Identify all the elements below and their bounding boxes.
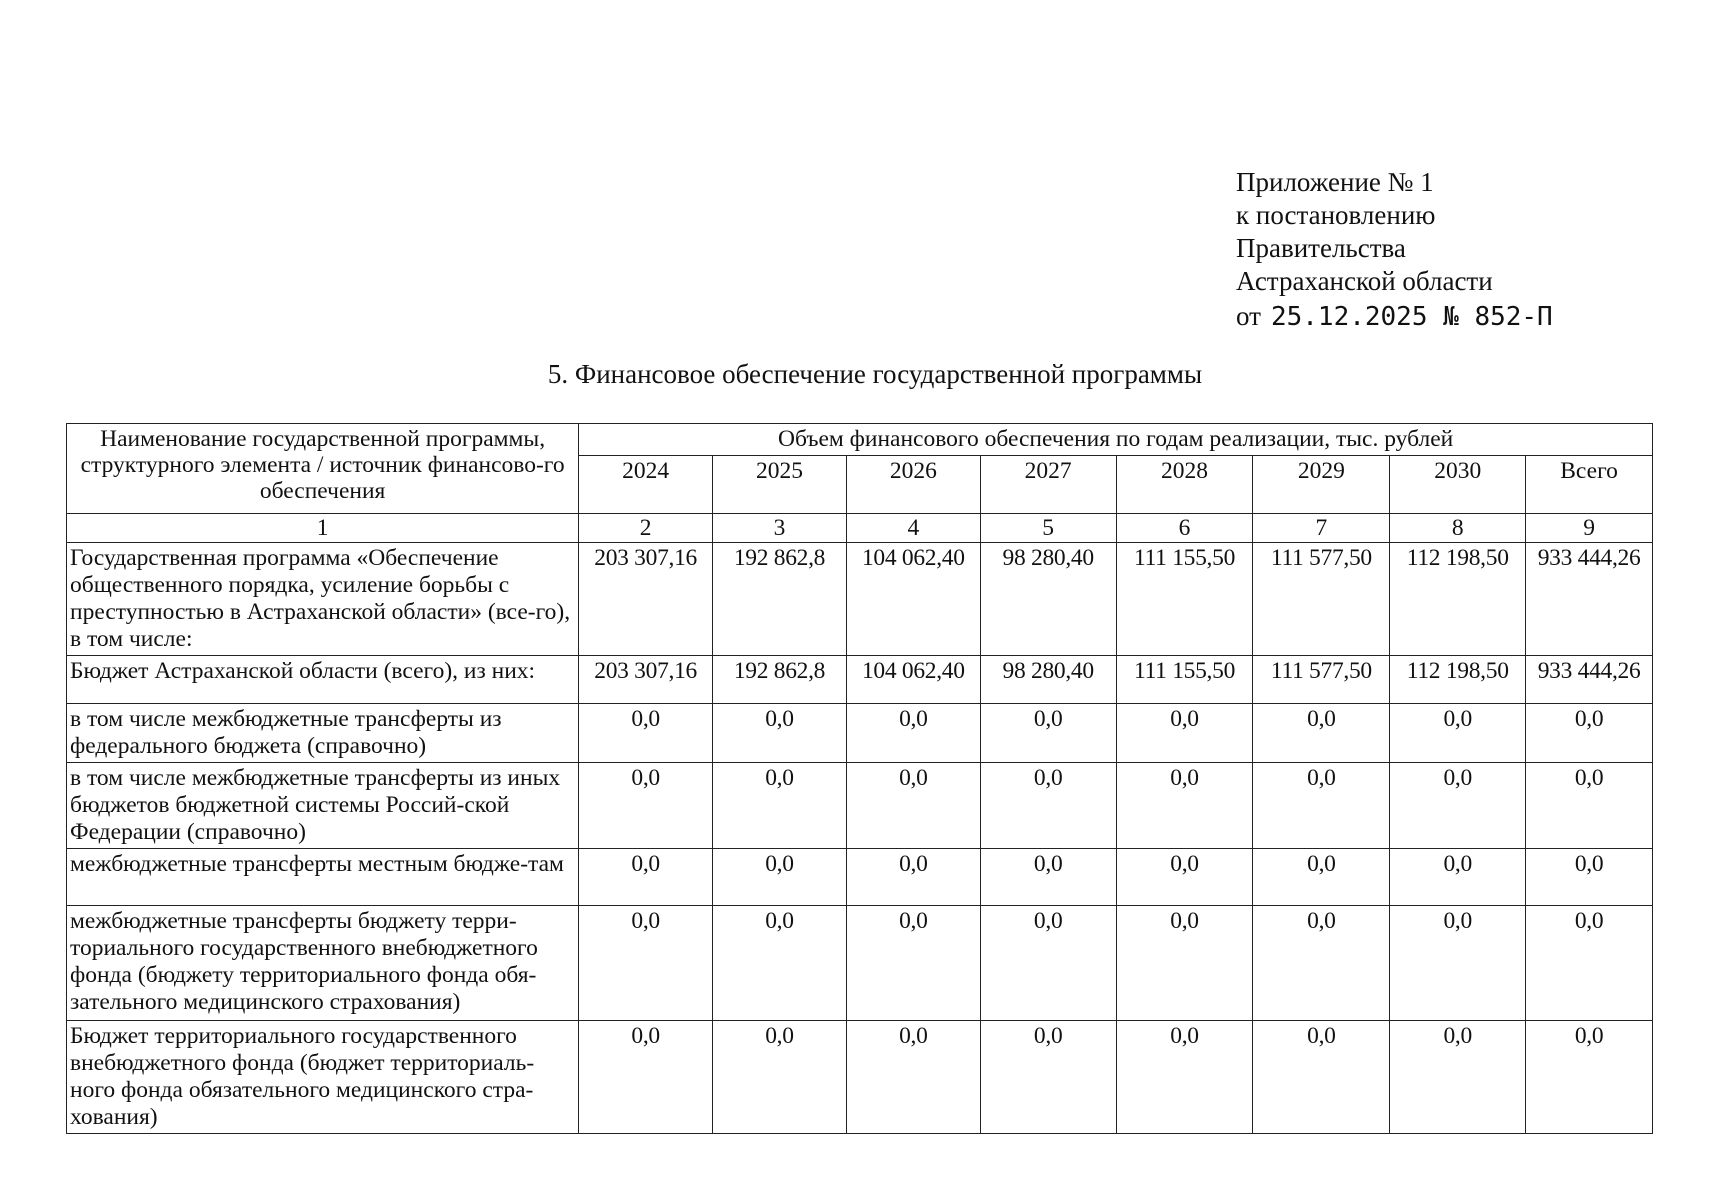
column-number: 4 — [846, 514, 980, 543]
row-total: 0,0 — [1526, 763, 1653, 849]
appendix-line-4: Астраханской области — [1236, 266, 1493, 296]
row-value: 0,0 — [713, 906, 847, 1021]
year-header: 2025 — [713, 456, 847, 514]
row-value: 0,0 — [1253, 906, 1390, 1021]
row-value: 0,0 — [1116, 906, 1253, 1021]
row-value: 0,0 — [1253, 763, 1390, 849]
appendix-date-prefix: от — [1236, 301, 1261, 331]
column-number: 7 — [1253, 514, 1390, 543]
table-header-row — [67, 424, 1653, 456]
column-number: 3 — [713, 514, 847, 543]
column-number-row — [67, 514, 1653, 543]
row-total: 933 444,26 — [1526, 656, 1653, 704]
year-header: 2026 — [846, 456, 980, 514]
row-name: межбюджетные трансферты бюджету терри-ториального государственного внебюджетного фонда (бюджету территориального фонда обя-зательного медицинского страхования) — [67, 906, 579, 1021]
row-value: 0,0 — [579, 763, 713, 849]
row-value: 0,0 — [1116, 1021, 1253, 1134]
row-value: 0,0 — [1253, 1021, 1390, 1134]
table-row — [67, 763, 1653, 849]
row-value: 0,0 — [1116, 763, 1253, 849]
row-value: 0,0 — [980, 849, 1116, 906]
row-value: 0,0 — [713, 704, 847, 763]
appendix-block — [1236, 166, 1553, 334]
row-value: 0,0 — [1390, 1021, 1526, 1134]
row-value: 0,0 — [980, 704, 1116, 763]
row-name: в том числе межбюджетные трансферты из федерального бюджета (справочно) — [67, 704, 579, 763]
row-value: 0,0 — [1253, 704, 1390, 763]
row-value: 0,0 — [1116, 704, 1253, 763]
row-total: 0,0 — [1526, 1021, 1653, 1134]
row-value: 203 307,16 — [579, 656, 713, 704]
row-total: 0,0 — [1526, 906, 1653, 1021]
row-name: межбюджетные трансферты местным бюдже-там — [67, 849, 579, 906]
row-value: 0,0 — [846, 763, 980, 849]
row-value: 0,0 — [980, 763, 1116, 849]
row-name: Бюджет территориального государственного внебюджетного фонда (бюджет территориаль-ного фонда обязательного медицинского стра-хования) — [67, 1021, 579, 1134]
appendix-line-1: Приложение № 1 — [1236, 167, 1434, 197]
row-value: 0,0 — [579, 849, 713, 906]
year-header: 2027 — [980, 456, 1116, 514]
row-value: 111 155,50 — [1116, 543, 1253, 656]
appendix-date-line — [1236, 300, 1553, 334]
appendix-date-stamp: 25.12.2025 № 852-П — [1270, 302, 1553, 332]
row-value: 0,0 — [579, 704, 713, 763]
table-row — [67, 906, 1653, 1021]
row-name: Государственная программа «Обеспечение общественного порядка, усиление борьбы с преступностью в Астраханской области» (все-го), в том числе: — [67, 543, 579, 656]
row-value: 0,0 — [1253, 849, 1390, 906]
column-number: 2 — [579, 514, 713, 543]
column-number: 5 — [980, 514, 1116, 543]
row-value: 0,0 — [1390, 849, 1526, 906]
row-value: 0,0 — [1390, 906, 1526, 1021]
row-value: 112 198,50 — [1390, 656, 1526, 704]
document-title: 5. Финансовое обеспечение государственной программы — [547, 359, 1203, 389]
row-value: 0,0 — [846, 1021, 980, 1134]
column-number: 9 — [1526, 514, 1653, 543]
row-value: 0,0 — [846, 849, 980, 906]
row-total: 933 444,26 — [1526, 543, 1653, 656]
year-header: 2029 — [1253, 456, 1390, 514]
row-value: 0,0 — [713, 1021, 847, 1134]
table-row — [67, 1021, 1653, 1134]
row-value: 111 155,50 — [1116, 656, 1253, 704]
row-value: 0,0 — [579, 1021, 713, 1134]
row-total: 0,0 — [1526, 849, 1653, 906]
row-value: 0,0 — [713, 763, 847, 849]
row-total: 0,0 — [1526, 704, 1653, 763]
column-number: 1 — [67, 514, 579, 543]
row-value: 112 198,50 — [1390, 543, 1526, 656]
appendix-line-3: Правительства — [1236, 233, 1406, 263]
column-number: 6 — [1116, 514, 1253, 543]
row-value: 111 577,50 — [1253, 543, 1390, 656]
row-name: в том числе межбюджетные трансферты из иных бюджетов бюджетной системы Россий-ской Федерации (справочно) — [67, 763, 579, 849]
row-value: 98 280,40 — [980, 656, 1116, 704]
table-row — [67, 656, 1653, 704]
header-volume-cell: Объем финансового обеспечения по годам реализации, тыс. рублей — [579, 424, 1653, 456]
column-number: 8 — [1390, 514, 1526, 543]
row-value: 98 280,40 — [980, 543, 1116, 656]
header-name-cell: Наименование государственной программы, структурного элемента / источник финансово-го обеспечения — [67, 424, 579, 514]
row-value: 203 307,16 — [579, 543, 713, 656]
row-value: 104 062,40 — [846, 543, 980, 656]
row-value: 0,0 — [1390, 763, 1526, 849]
row-value: 0,0 — [980, 1021, 1116, 1134]
row-value: 192 862,8 — [713, 656, 847, 704]
financing-table — [66, 423, 1653, 1134]
year-header: 2024 — [579, 456, 713, 514]
row-value: 0,0 — [713, 849, 847, 906]
table-row — [67, 543, 1653, 656]
row-value: 0,0 — [980, 906, 1116, 1021]
year-header: 2028 — [1116, 456, 1253, 514]
row-value: 0,0 — [579, 906, 713, 1021]
year-header: 2030 — [1390, 456, 1526, 514]
table-row — [67, 849, 1653, 906]
appendix-line-2: к постановлению — [1236, 200, 1436, 230]
row-value: 104 062,40 — [846, 656, 980, 704]
row-value: 0,0 — [846, 704, 980, 763]
row-value: 0,0 — [1390, 704, 1526, 763]
row-name: Бюджет Астраханской области (всего), из них: — [67, 656, 579, 704]
total-header: Всего — [1526, 456, 1653, 514]
row-value: 192 862,8 — [713, 543, 847, 656]
row-value: 0,0 — [846, 906, 980, 1021]
row-value: 0,0 — [1116, 849, 1253, 906]
row-value: 111 577,50 — [1253, 656, 1390, 704]
table-row — [67, 704, 1653, 763]
